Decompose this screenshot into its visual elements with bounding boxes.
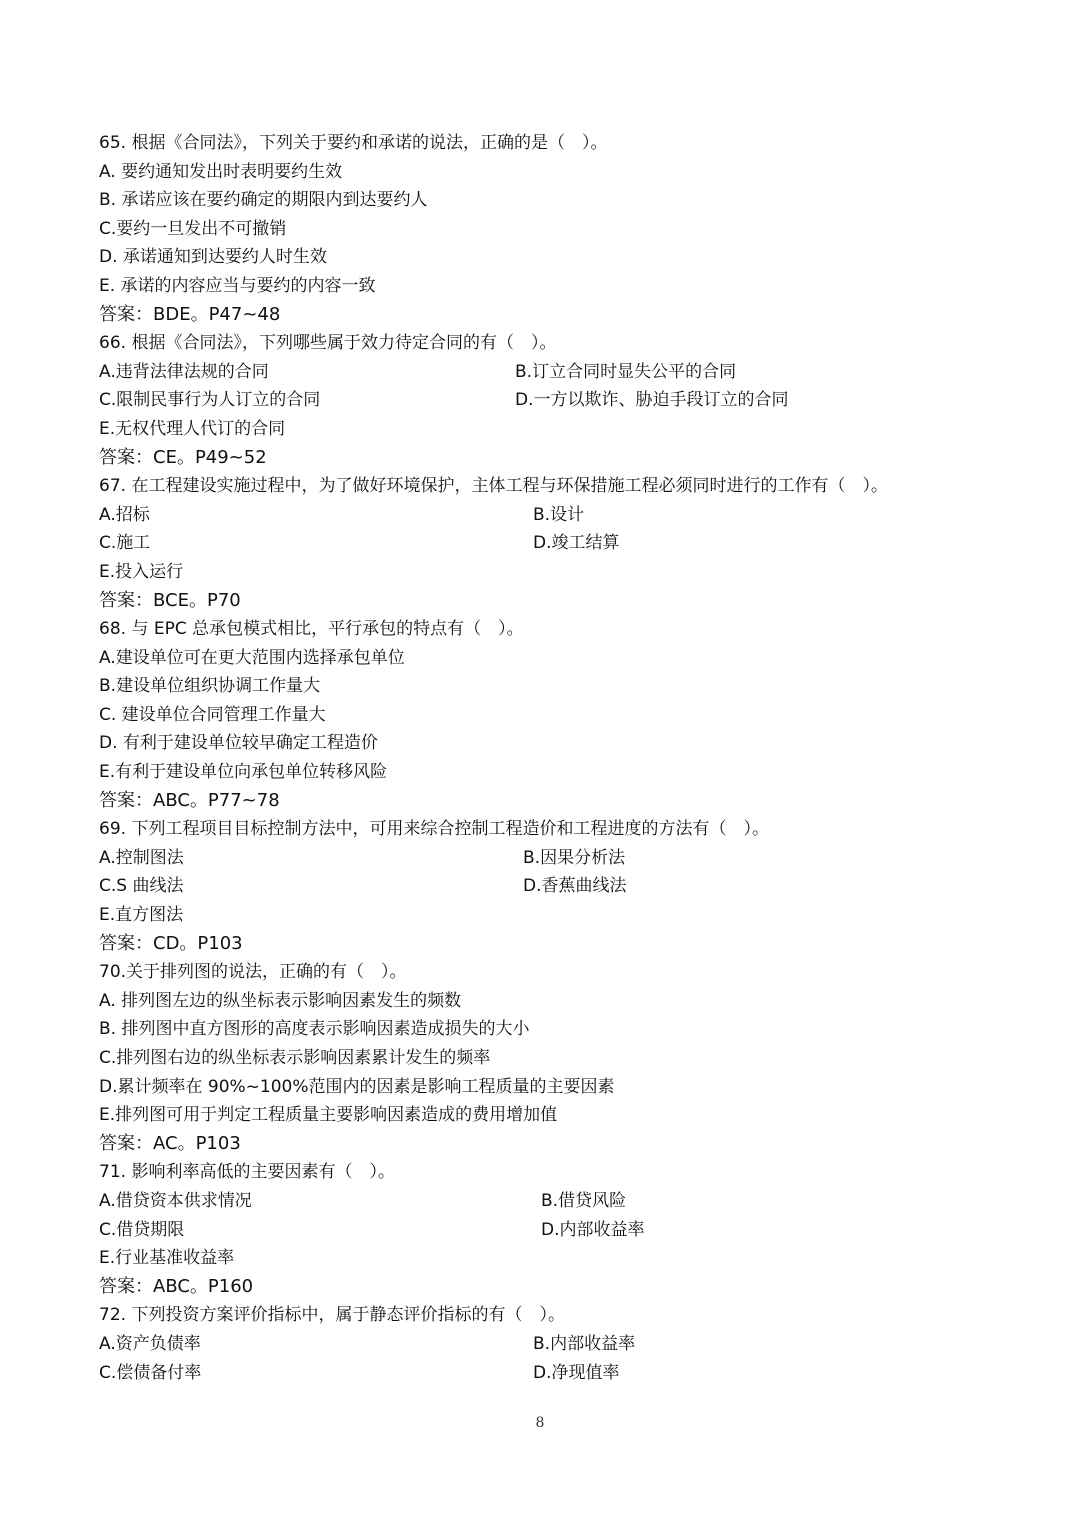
question-66-options-row-1 — [99, 358, 979, 387]
question-70-option-a: A. 排列图左边的纵坐标表示影响因素发生的频数 — [99, 990, 462, 1011]
question-68-stem: 68. 与 EPC 总承包模式相比，平行承包的特点有（ ）。 — [99, 619, 524, 640]
question-72-option-b: B.内部收益率 — [533, 1333, 636, 1354]
question-71-stem: 71. 影响利率高低的主要因素有（ ）。 — [99, 1162, 395, 1183]
question-71-option-a: A.借贷资本供求情况 — [99, 1190, 252, 1211]
question-69-options-row-2 — [99, 872, 979, 901]
question-72-options-row-1 — [99, 1330, 979, 1359]
question-70-stem: 70.关于排列图的说法，正确的有（ ）。 — [99, 962, 407, 983]
question-66-option-c: C.限制民事行为人订立的合同 — [99, 390, 321, 411]
question-69-option-a: A.控制图法 — [99, 847, 184, 868]
question-72-stem: 72. 下列投资方案评价指标中，属于静态评价指标的有（ ）。 — [99, 1305, 565, 1326]
question-66-stem: 66. 根据《合同法》，下列哪些属于效力待定合同的有（ ）。 — [99, 333, 557, 354]
question-66-option-e: E.无权代理人代订的合同 — [99, 418, 286, 439]
question-67-option-e: E.投入运行 — [99, 561, 184, 582]
question-72-option-a: A.资产负债率 — [99, 1333, 201, 1354]
question-67-option-b: B.设计 — [533, 504, 585, 525]
question-65-answer: 答案：BDE。P47~48 — [99, 303, 281, 325]
question-67-answer: 答案：BCE。P70 — [99, 589, 241, 611]
question-65-option-e: E. 承诺的内容应当与要约的内容一致 — [99, 275, 376, 296]
question-66-option-a: A.违背法律法规的合同 — [99, 361, 269, 382]
question-68-option-a: A.建设单位可在更大范围内选择承包单位 — [99, 647, 405, 668]
question-65-option-a: A. 要约通知发出时表明要约生效 — [99, 161, 343, 182]
question-67-option-c: C.施工 — [99, 533, 151, 554]
question-72-option-d: D.净现值率 — [533, 1362, 620, 1383]
question-71-answer: 答案：ABC。P160 — [99, 1275, 254, 1297]
question-68-option-b: B.建设单位组织协调工作量大 — [99, 676, 321, 697]
question-71-option-b: B.借贷风险 — [541, 1190, 627, 1211]
question-list — [99, 129, 979, 1387]
question-68-option-d: D. 有利于建设单位较早确定工程造价 — [99, 733, 378, 754]
question-69-options-row-1 — [99, 844, 979, 873]
question-65-option-c: C.要约一旦发出不可撤销 — [99, 218, 287, 239]
question-69-stem: 69. 下列工程项目目标控制方法中，可用来综合控制工程造价和工程进度的方法有（ ）。 — [99, 819, 769, 840]
question-65-option-b: B. 承诺应该在要约确定的期限内到达要约人 — [99, 190, 428, 211]
question-71-options-row-1 — [99, 1187, 979, 1216]
question-72-option-c: C.偿债备付率 — [99, 1362, 202, 1383]
question-71-option-d: D.内部收益率 — [541, 1219, 645, 1240]
question-70-option-e: E.排列图可用于判定工程质量主要影响因素造成的费用增加值 — [99, 1105, 558, 1126]
question-70-option-b: B. 排列图中直方图形的高度表示影响因素造成损失的大小 — [99, 1019, 530, 1040]
question-71-options-row-2 — [99, 1216, 979, 1245]
question-71-option-c: C.借贷期限 — [99, 1219, 185, 1240]
question-71-option-e: E.行业基准收益率 — [99, 1248, 235, 1269]
page-number: 8 — [535, 1415, 545, 1431]
question-68-option-c: C. 建设单位合同管理工作量大 — [99, 704, 326, 725]
question-66-options-row-2 — [99, 386, 979, 415]
question-68-answer: 答案：ABC。P77~78 — [99, 789, 280, 811]
question-68-option-e: E.有利于建设单位向承包单位转移风险 — [99, 762, 388, 783]
question-69-option-d: D.香蕉曲线法 — [523, 876, 627, 897]
question-67-options-row-2 — [99, 529, 979, 558]
question-69-option-b: B.因果分析法 — [523, 847, 626, 868]
question-65-option-d: D. 承诺通知到达要约人时生效 — [99, 247, 327, 268]
question-70-option-d: D.累计频率在 90%~100%范围内的因素是影响工程质量的主要因素 — [99, 1076, 615, 1097]
question-70-option-c: C.排列图右边的纵坐标表示影响因素累计发生的频率 — [99, 1048, 491, 1068]
question-66-option-b: B.订立合同时显失公平的合同 — [515, 361, 737, 382]
question-67-options-row-1 — [99, 501, 979, 530]
question-70-answer: 答案：AC。P103 — [99, 1132, 241, 1154]
question-72-options-row-2 — [99, 1359, 979, 1388]
question-69-answer: 答案：CD。P103 — [99, 932, 243, 954]
question-66-option-d: D.一方以欺诈、胁迫手段订立的合同 — [515, 390, 789, 411]
question-67-option-a: A.招标 — [99, 504, 150, 525]
question-66-answer: 答案：CE。P49~52 — [99, 446, 267, 468]
question-65-stem: 65. 根据《合同法》，下列关于要约和承诺的说法，正确的是（ ）。 — [99, 133, 608, 153]
question-67-stem: 67. 在工程建设实施过程中，为了做好环境保护，主体工程与环保措施工程必须同时进行的工作有（ ）。 — [99, 476, 888, 497]
question-69-option-c: C.S 曲线法 — [99, 876, 184, 897]
question-69-option-e: E.直方图法 — [99, 905, 184, 926]
question-67-option-d: D.竣工结算 — [533, 533, 620, 554]
